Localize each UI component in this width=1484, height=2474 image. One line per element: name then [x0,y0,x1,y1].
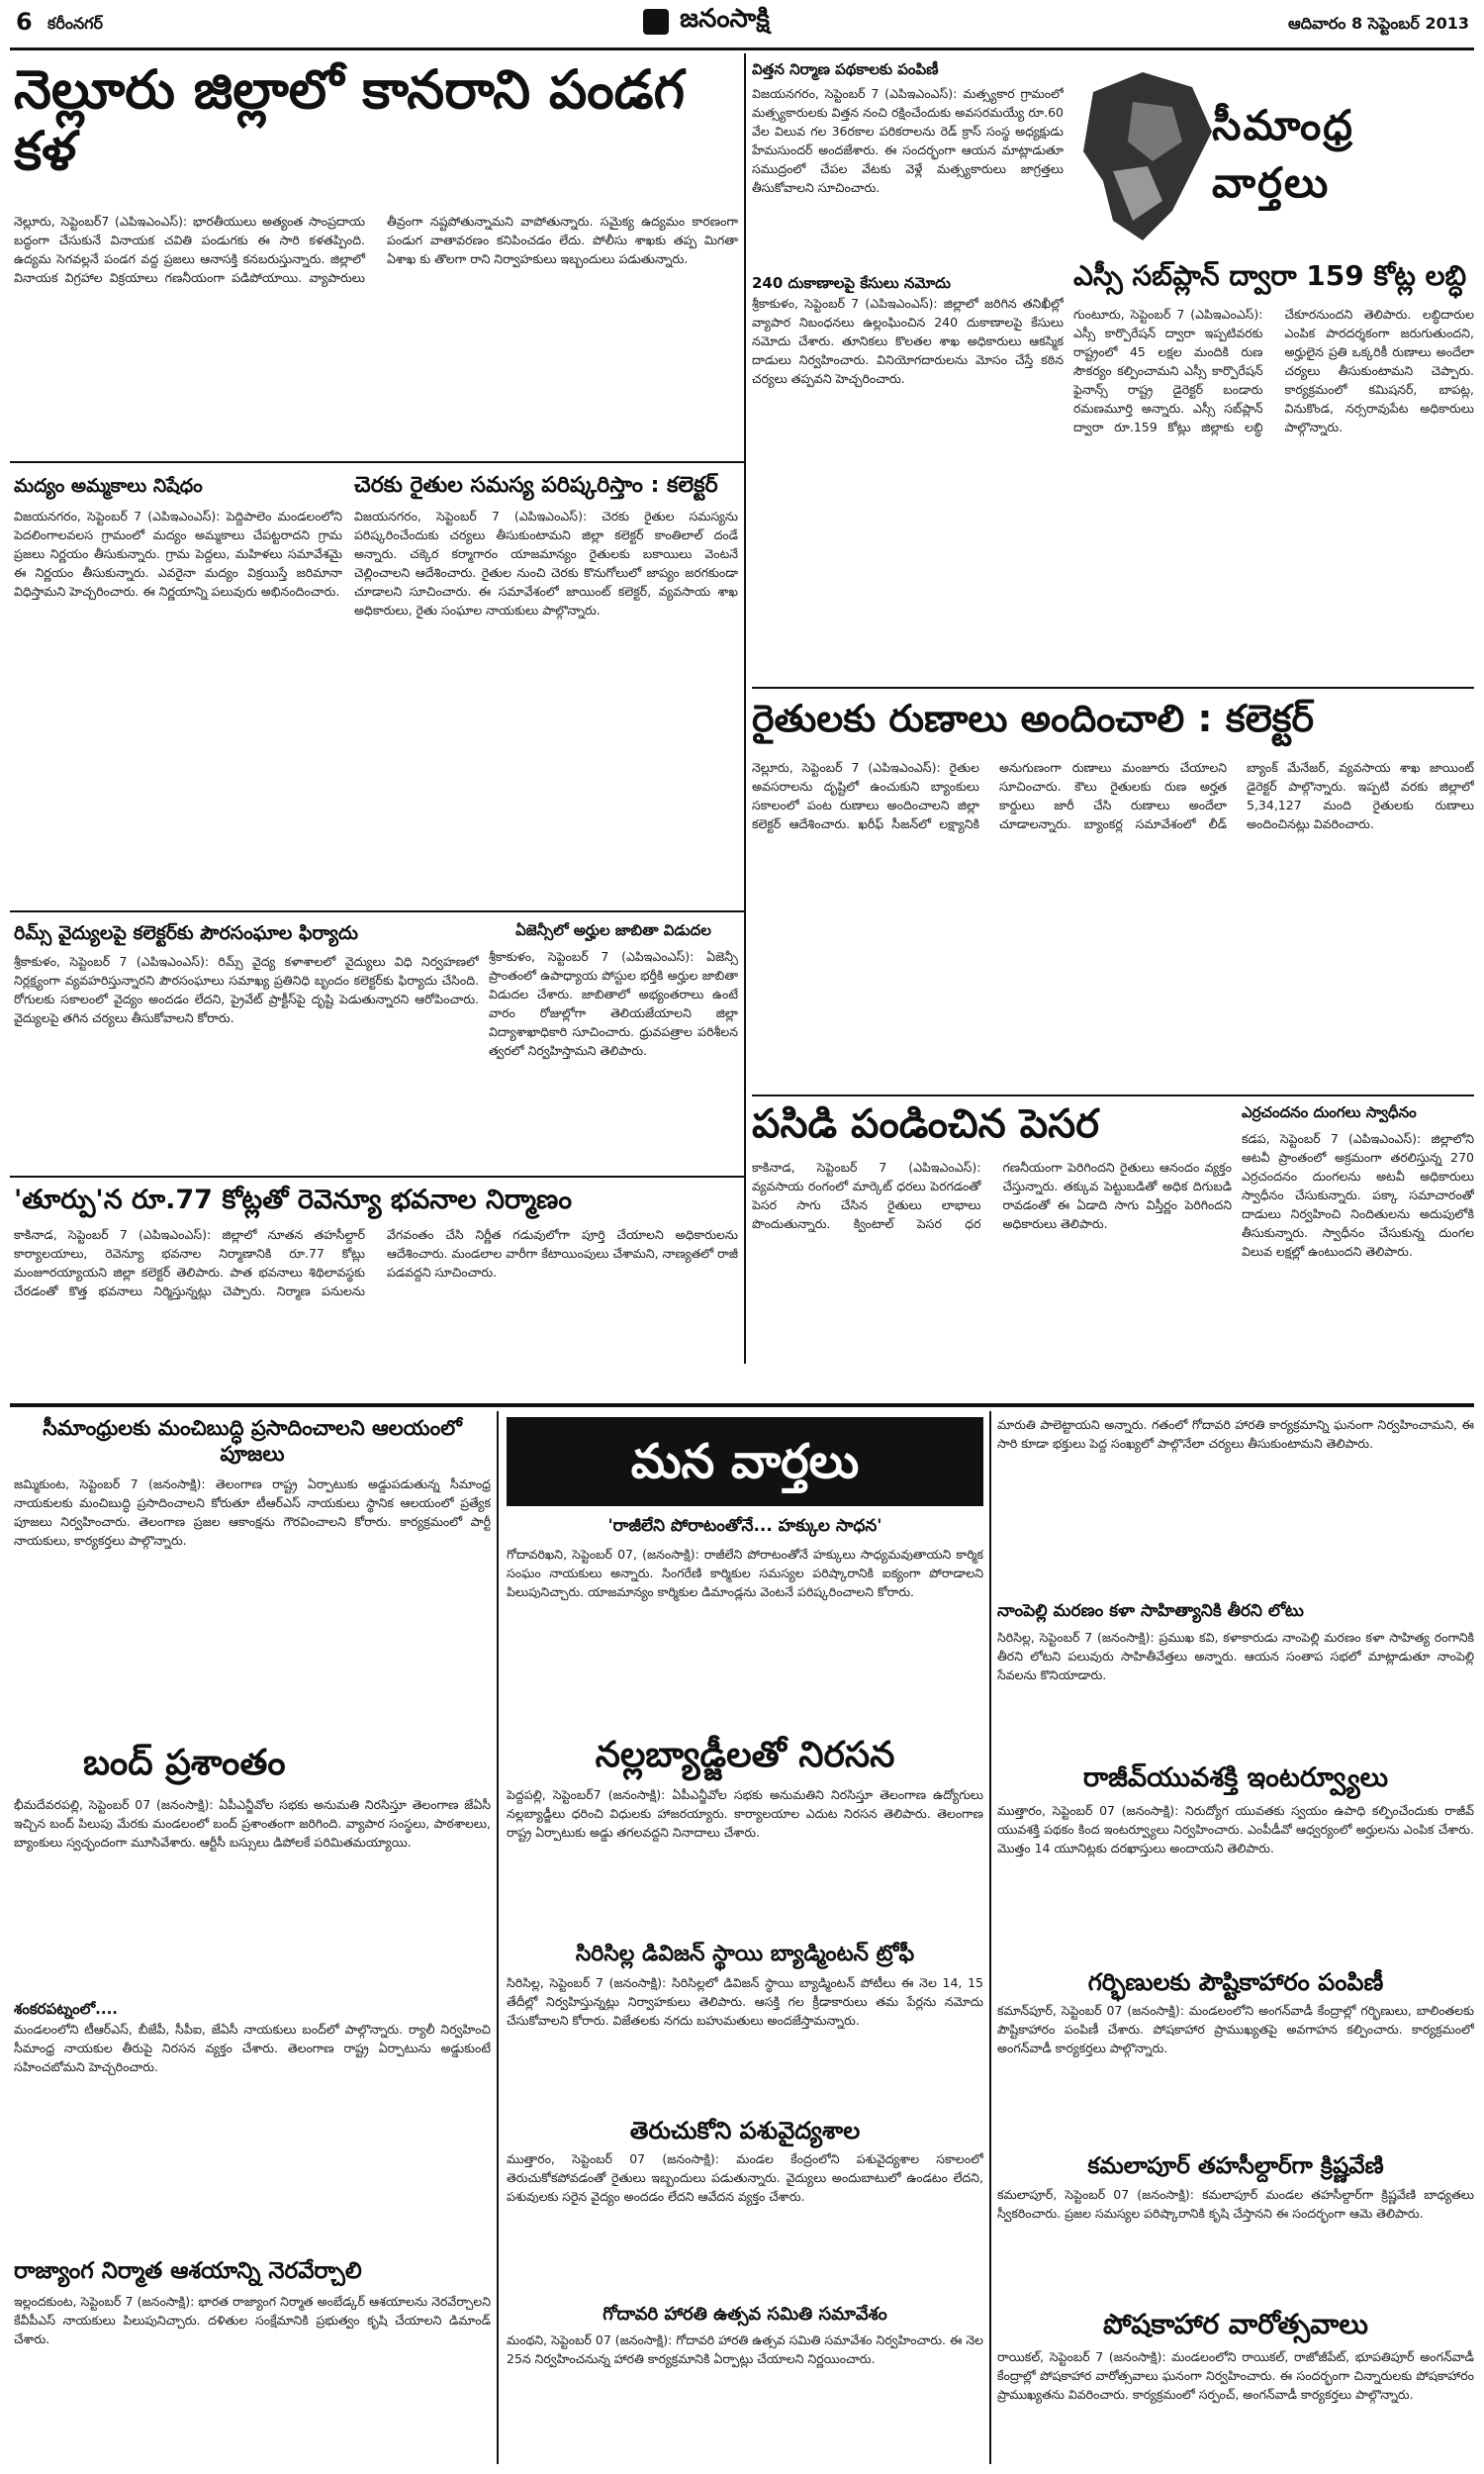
page-number: 6 [16,8,33,36]
article-red-sanders [1242,1102,1474,1399]
headline: రాజీవ్‌యువశక్తి ఇంటర్వ్యూలు [1082,1762,1389,1793]
subhead-body: శ్రీకాకుళం, సెప్టెంబర్ 7 (ఎపిఇఎంఎస్): జిల్లాలో జరిగిన తనిఖీల్లో వ్యాపార నిబంధనలు ఉల్లంఘించిన 240 దుకాణాలపై కేసులు నమోదు చేశారు. తూనికలు కొలతల శాఖ అధికారులు ఆకస్మిక దాడులు నిర్వహించారు. వినియోగదారులను మోసం చేస్తే కఠిన చర్యలు తప్పవని హెచ్చరించారు. [752,296,1064,386]
banner-title: సీమాంధ్ర వార్తలు [1212,101,1354,207]
article-tahsildar [997,2153,1474,2302]
section-rule [752,687,1474,689]
headline: మద్యం అమ్మకాలు నిషేధం [14,475,203,497]
subhead-body: మండలంలోని టీఆర్ఎస్, బీజేపీ, సీపీఐ, జేఏసీ నాయకులు బంద్‌లో పాల్గొన్నారు. ర్యాలీ నిర్వహించి సీమాంధ్ర నాయకుల తీరుపై నిరసన వ్యక్తం చేశారు. తెలంగాణ రాష్ట్ర ఏర్పాటును అడ్డుకుంటే సహించబోమని హెచ్చరించారు. [14,2022,491,2074]
column-rule [744,53,746,1364]
article-constitution [14,2258,491,2456]
logo-mark-icon [643,9,669,35]
headline: నల్లబ్యాడ్జీలతో నిరసన [595,1735,895,1775]
headline: బంద్ ప్రశాంతం [83,1743,286,1783]
headline: ఏజెన్సీలో అర్హుల జాబితా విడుదల [515,921,711,939]
article-continued [997,1415,1474,1593]
headline: సీమాంధ్రులకు మంచిబుద్ధి ప్రసాదించాలని ఆలయంలో పూజలు [43,1416,462,1466]
section-rule [752,1094,1474,1096]
banner-title: మన వార్తలు [630,1434,860,1489]
headline: ఎర్రచందనం దుంగలు స్వాధీనం [1242,1103,1417,1121]
headline: నెల్లూరు జిల్లాలో కానరాని పండగ కళ [14,59,686,182]
section-rule [10,461,744,463]
article-eligible-list [489,920,738,1168]
article-body: కాకినాడ, సెప్టెంబర్ 7 (ఎపిఇఎంఎస్): వ్యవసాయ రంగంలో మార్కెట్ ధరలు పెరగడంతో పెసర సాగు చేసిన రైతులు లాభాలు పొందుతున్నారు. క్వింటాల్ పెసర ధర గణనీయంగా పెరిగిందని రైతులు ఆనందం వ్యక్తం చేస్తున్నారు. తక్కువ పెట్టుబడితో అధిక దిగుబడి రావడంతో ఈ ఏడాది సాగు విస్తీర్ణం పెరిగిందని అధికారులు తెలిపారు. [752,1160,1232,1231]
masthead [0,0,1484,49]
headline: నాంపెల్లి మరణం కళా సాహిత్యానికి తీరని లోటు [997,1601,1304,1621]
article-rajiv-yuvashakti [997,1761,1474,1969]
headline: పోషకాహార వారోత్సవాలు [1103,2308,1368,2340]
article-sugarcane [354,473,738,899]
headline: ఎస్సీ సబ్‌ప్లాన్ ద్వారా 159 కోట్ల లబ్ధి [1073,259,1467,292]
article-body: మారుతి పాలెట్టాయని అన్నారు. గతంలో గోదావరి హారతి కార్యక్రమాన్ని ఘనంగా నిర్వహించామని, ఈ సారి కూడా భక్తులు పెద్ద సంఖ్యలో పాల్గొనేలా చర్యలు తీసుకుంటామని తెలిపారు. [997,1417,1474,1451]
article-body: ముత్తారం, సెప్టెంబర్ 07 (జనంసాక్షి): నిరుద్యోగ యువతకు స్వయం ఉపాధి కల్పించేందుకు రాజీవ్ యువశక్తి పథకం కింద ఇంటర్వ్యూలు నిర్వహించారు. ఎంపీడీవో ఆధ్వర్యంలో అర్హులను ఎంపిక చేశారు. మొత్తం 14 యూనిట్లకు దరఖాస్తులు అందాయని తెలిపారు. [997,1803,1474,1856]
article-body: భీమదేవరపల్లి, సెప్టెంబర్ 07 (జనంసాక్షి): ఏపీఎన్జీవోల సభకు అనుమతి నిరసిస్తూ తెలంగాణ జేఏసీ ఇచ్చిన బంద్ పిలుపు మేరకు మండలంలో బంద్ ప్రశాంతంగా జరిగింది. వ్యాపార సంస్థలు, పాఠశాలలు, బ్యాంకులు స్వచ్ఛందంగా మూసివేశారు. ఆర్టీసీ బస్సులు డిపోలకే పరిమితమయ్యాయి. [14,1797,491,1850]
article-poshakahara [997,2308,1474,2464]
headline: గోదావరి హారతి ఉత్సవ సమితి సమావేశం [603,2304,887,2325]
article-godavari [507,2304,983,2462]
article-body: కడప, సెప్టెంబర్ 7 (ఎపిఇఎంఎస్): జిల్లాలోని అటవీ ప్రాంతంలో అక్రమంగా తరలిస్తున్న 270 ఎర్రచందనం దుంగలను అటవీ అధికారులు స్వాధీనం చేసుకున్నారు. పక్కా సమాచారంతో దాడులు నిర్వహించి నిందితులను అదుపులోకి తీసుకున్నారు. స్వాధీనం చేసుకున్న దుంగల విలువ లక్షల్లో ఉంటుందని తెలిపారు. [1242,1131,1474,1259]
article-body: ముత్తారం, సెప్టెంబర్ 07 (జనంసాక్షి): మండల కేంద్రంలోని పశువైద్యశాల సకాలంలో తెరుచుకోకపోవడంతో రైతులు ఇబ్బందులు పడుతున్నారు. వైద్యులు అందుబాటులో ఉండటం లేదని, పశువులకు సరైన వైద్యం అందడం లేదని ఆవేదన వ్యక్తం చేశారు. [507,2151,983,2204]
headline: సిరిసిల్ల డివిజన్ స్థాయి బ్యాడ్మింటన్ ట్రోఫీ [575,1942,915,1966]
article-temple-prayers [14,1415,491,1712]
section-rule [10,910,744,912]
headline: చెరకు రైతుల సమస్య పరిష్కరిస్తాం : కలెక్టర్ [354,473,718,498]
headline: పసిడి పండించిన పెసర [752,1102,1099,1147]
article-uncompromising [507,1516,983,1734]
headline: 'తూర్పు'న రూ.77 కోట్లతో రెవెన్యూ భవనాల నిర్మాణం [14,1185,573,1215]
article-black-badges [507,1734,983,1932]
headline: రిమ్స్ వైద్యులపై కలెక్టర్‌కు పౌరసంఘాల ఫిర్యాదు [14,922,358,944]
article-sc-subplan [1073,259,1474,675]
article-nutrition [997,1969,1474,2147]
article-body: రాయికల్, సెప్టెంబర్ 7 (జనంసాక్షి): మండలంలోని రాయికల్, రాజోజీపేట్, భూపతిపూర్ అంగన్‌వాడీ కేంద్రాల్లో పోషకాహార వారోత్సవాలు ఘనంగా నిర్వహించారు. ఈ సందర్భంగా చిన్నారులకు పోషకాహారం ప్రాముఖ్యతను వివరించారు. కార్యక్రమంలో సర్పంచ్, అంగన్‌వాడీ కార్యకర్తలు పాల్గొన్నారు. [997,2349,1474,2402]
andhra-map-icon [1073,62,1222,250]
article-body: సిరిసిల్ల, సెప్టెంబర్ 7 (జనంసాక్షి): ప్రముఖ కవి, కళాకారుడు నాంపెల్లి మరణం కళా సాహిత్య రంగానికి తీరని లోటని పలువురు సాహితీవేత్తలు అన్నారు. ఆయన సంతాప సభలో మాట్లాడుతూ నాంపెల్లి సేవలను కొనియాడారు. [997,1630,1474,1682]
article-badminton [507,1942,983,2110]
subhead: శంకరపట్నంలో.... [14,2000,118,2018]
article-body: పెద్దపల్లి, సెప్టెంబర్7 (జనంసాక్షి): ఏపీఎన్జీవోల సభకు అనుమతిని నిరసిస్తూ తెలంగాణ ఉద్యోగులు నల్లబ్యాడ్జీలు ధరించి విధులకు హాజరయ్యారు. కార్యాలయాల ఎదుట నిరసన తెలిపారు. తెలంగాణ రాష్ట్ర ఏర్పాటుకు అడ్డు తగలవద్దని నినాదాలు చేశారు. [507,1787,983,1840]
article-rims [14,920,479,1168]
article-body: మంథని, సెప్టెంబర్ 07 (జనంసాక్షి): గోదావరి హారతి ఉత్సవ సమితి సమావేశం నిర్వహించారు. ఈ నెల 25న నిర్వహించనున్న హారతి కార్యక్రమానికి ఏర్పాట్లు చేయాలని నిర్ణయించారు. [507,2332,983,2366]
article-body: కమలాపూర్, సెప్టెంబర్ 07 (జనంసాక్షి): కమలాపూర్ మండల తహసీల్దార్‌గా క్రిష్ణవేణి బాధ్యతలు స్వీకరించారు. ప్రజల సమస్యల పరిష్కారానికి కృషి చేస్తానని ఈ సందర్భంగా ఆమె తెలిపారు. [997,2187,1474,2221]
article-body: నెల్లూరు, సెప్టెంబర్ 7 (ఎపిఇఎంఎస్): రైతుల అవసరాలను దృష్టిలో ఉంచుకుని బ్యాంకులు సకాలంలో పంట రుణాలు అందించాలని జిల్లా కలెక్టర్ ఆదేశించారు. ఖరీఫ్ సీజన్‌లో లక్ష్యానికి అనుగుణంగా రుణాలు మంజూరు చేయాలని సూచించారు. కౌలు రైతులకు రుణ అర్హత కార్డులు జారీ చేసి రుణాలు అందేలా చూడాలన్నారు. బ్యాంకర్ల సమావేశంలో లీడ్ బ్యాంక్ మేనేజర్, వ్యవసాయ శాఖ జాయింట్ డైరెక్టర్ పాల్గొన్నారు. ఇప్పటి వరకు జిల్లాలో 5,34,127 మంది రైతులకు రుణాలు అందించినట్లు వివరించారు. [752,760,1474,831]
section-rule [10,1176,744,1178]
article-body: గోదావరిఖని, సెప్టెంబర్ 07, (జనంసాక్షి): రాజీలేని పోరాటంతోనే హక్కులు సాధ్యమవుతాయని కార్మిక సంఘం నాయకులు అన్నారు. సింగరేణి కార్మికుల సమస్యల పరిష్కారానికి ఐక్యంగా పోరాడాలని పిలుపునిచ్చారు. యాజమాన్యం కార్మికుల డిమాండ్లను వెంటనే పరిష్కరించాలని కోరారు. [507,1547,983,1599]
article-farmer-loans [752,697,1474,1093]
article-body: విజయనగరం, సెప్టెంబర్ 7 (ఎపిఇఎంఎస్): మత్స్యకార గ్రామంలో మత్స్యకారులకు విత్తన నంచి రక్షించేందుకు అవసరమయ్యే రూ.60 వేల విలువ గల 36రకాల పరికరాలను రెడ్ క్రాస్ సంస్థ అధ్యక్షుడు హేమసుందర్ అందజేశారు. ఈ సందర్భంగా ఆయన మాట్లాడుతూ సముద్రంలో చేపల వేటకు వెళ్లే మత్స్యకారులు జాగ్రత్తలు తీసుకోవాలని సూచించారు. [752,86,1064,195]
article-body: కమాన్‌పూర్, సెప్టెంబర్ 07 (జనంసాక్షి): మండలంలోని అంగన్‌వాడీ కేంద్రాల్లో గర్భిణులు, బాలింతలకు పౌష్టికాహారం పంపిణీ చేశారు. పోషకాహార ప్రాముఖ్యతపై అవగాహన కల్పించారు. కార్యక్రమంలో అంగన్‌వాడీ కార్యకర్తలు పాల్గొన్నారు. [997,2003,1474,2055]
headline: రైతులకు రుణాలు అందించాలి : కలెక్టర్ [752,697,1315,740]
article-body: జమ్మికుంట, సెప్టెంబర్ 7 (జనంసాక్షి): తెలంగాణ రాష్ట్ర ఏర్పాటుకు అడ్డుపడుతున్న సీమాంధ్ర నాయకులకు మంచిబుద్ధి ప్రసాదించాలని కోరుతూ టీఆర్ఎస్ నాయకులు స్థానిక ఆలయంలో ప్రత్యేక పూజలు నిర్వహించారు. తెలంగాణ ప్రజల ఆకాంక్షను గౌరవించాలని కోరారు. కార్యక్రమంలో పార్టీ నాయకులు, కార్యకర్తలు పాల్గొన్నారు. [14,1476,491,1548]
headline: విత్తన నిర్మాణ పథకాలకు పంపిణీ [752,60,939,78]
article-nampally [997,1601,1474,1760]
headline: కమలాపూర్ తహసీల్దార్‌గా క్రిష్ణవేణి [1087,2153,1384,2179]
column-rule [989,1411,991,2464]
article-body: సిరిసిల్ల, సెప్టెంబర్ 7 (జనంసాక్షి): సిరిసిల్లలో డివిజన్ స్థాయి బ్యాడ్మింటన్ పోటీలు ఈ నెల 14, 15 తేదీల్లో నిర్వహిస్తున్నట్లు నిర్వాహకులు తెలిపారు. ఆసక్తి గల క్రీడాకారులు తమ పేర్లను నమోదు చేసుకోవాలని కోరారు. విజేతలకు నగదు బహుమతులు అందజేస్తామన్నారు. [507,1975,983,2028]
paper-logo [643,4,841,44]
article-liquor-ban [14,473,342,899]
seemandhra-banner [1073,57,1474,255]
article-bandh [14,1742,491,2227]
article-pesara [752,1102,1232,1399]
issue-date: ఆదివారం 8 సెప్టెంబర్ 2013 [1287,14,1469,33]
article-body: నెల్లూరు, సెప్టెంబర్7 (ఎపిఇఎంఎస్): భారతీయులు అత్యంత సాంప్రదాయ బద్ధంగా చేసుకునే వినాయక చవితి పండుగకు ఈ సారి కళతప్పింది. ఉద్యమ సెగవల్లనే పండగ వద్ద ప్రజలు ఆనాసక్తి కనబరుస్తున్నారు. జిల్లాలో వినాయక విగ్రహాల విక్రయాలు గణనీయంగా పడిపోయాయి. వ్యాపారులు తీవ్రంగా నష్టపోతున్నామని వాపోతున్నారు. సమైక్య ఉద్యమం కారణంగా పండుగ వాతావరణం కనిపించడం లేదు. పోలీసు శాఖకు తప్ప మిగతా ఏశాఖ కు తొలగా రాని నిర్వాహకులు ఇబ్బందులు పడుతున్నారు. [14,214,738,285]
headline: తెరుచుకోని పశువైద్యశాల [629,2118,861,2144]
article-body: శ్రీకాకుళం, సెప్టెంబర్ 7 (ఎపిఇఎంఎస్): రిమ్స్ వైద్య కళాశాలలో వైద్యులు విధి నిర్వహణలో నిర్లక్ష్యంగా వ్యవహరిస్తున్నారని పౌరసంఘాలు సమాఖ్య ప్రతినిధి బృందం కలెక్టర్‌కు ఫిర్యాదు చేసింది. రోగులకు సకాలంలో వైద్యం అందడం లేదని, ప్రైవేట్ ప్రాక్టీస్‌పై దృష్టి పెడుతున్నారని ఆరోపించారు. వైద్యులపై తగిన చర్యలు తీసుకోవాలని కోరారు. [14,954,479,1025]
article-body: విజయనగరం, సెప్టెంబర్ 7 (ఎపిఇఎంఎస్): పెద్దిపాలెం మండలంలోని పెదలింగాలవలస గ్రామంలో మద్యం అమ్మకాలు చేపట్టరాదని గ్రామ ప్రజలు నిర్ణయం తీసుకున్నారు. గ్రామ పెద్దలు, మహిళలు సమావేశమై ఈ నిర్ణయం తీసుకున్నారు. ఎవరైనా మద్యం విక్రయిస్తే జరిమానా విధిస్తామని హెచ్చరించారు. ఈ నిర్ణయాన్ని పలువురు అభినందించారు. [14,509,342,599]
headline: 'రాజీలేని పోరాటంతోనే... హక్కుల సాధన' [607,1516,882,1536]
paper-name: జనంసాక్షి [680,4,770,34]
article-vet-hospital [507,2118,983,2296]
masthead-rule [10,48,1474,50]
mana-vaartalu-banner [507,1417,983,1506]
article-body: ఇల్లందకుంట, సెప్టెంబర్ 7 (జనంసాక్షి): భారత రాజ్యాంగ నిర్మాత అంబేడ్కర్ ఆశయాలను నెరవేర్చాలని కేవీపీఎస్ నాయకులు పిలుపునిచ్చారు. దళితుల సంక్షేమానికి ప్రభుత్వం కృషి చేయాలని డిమాండ్ చేశారు. [14,2294,491,2346]
subhead: 240 దుకాణాలపై కేసులు నమోదు [752,274,951,292]
lower-section-rule [10,1403,1474,1407]
headline: రాజ్యాంగ నిర్మాత ఆశయాన్ని నెరవేర్చాలి [14,2258,362,2284]
article-revenue [14,1184,738,1362]
article-body: గుంటూరు, సెప్టెంబర్ 7 (ఎపిఇఎంఎస్): ఎస్సీ కార్పొరేషన్ ద్వారా ఇప్పటివరకు రాష్ట్రంలో 45 లక్షల మందికి రుణ సౌకర్యం కల్పించామని ఎస్సీ కార్పొరేషన్ ఫైనాన్స్ రాష్ట్ర డైరెక్టర్ బండారు రమణమూర్తి అన్నారు. ఎస్సీ సబ్‌ప్లాన్ ద్వారా రూ.159 కోట్లు జిల్లాకు లబ్ధి చేకూరనుందని తెలిపారు. లబ్ధిదారుల ఎంపిక పారదర్శకంగా జరుగుతుందని, అర్హులైన ప్రతి ఒక్కరికీ రుణాలు అందేలా చర్యలు తీసుకుంటామని చెప్పారు. కార్యక్రమంలో కమిషనర్, బాపట్ల, వినుకొండ, నర్సరావుపేట అధికారులు పాల్గొన్నారు. [1073,307,1474,434]
column-rule [497,1411,499,2464]
article-sanction [752,59,1064,435]
headline: గర్భిణులకు పౌష్టికాహారం పంపిణీ [1087,1969,1384,1996]
edition-label: కరీంనగర్ [47,14,104,33]
article-body: కాకినాడ, సెప్టెంబర్ 7 (ఎపిఇఎంఎస్): జిల్లాలో నూతన తహసీల్దార్ కార్యాలయాలు, రెవెన్యూ భవనాల నిర్మాణానికి రూ.77 కోట్లు మంజూరయ్యాయని జిల్లా కలెక్టర్ తెలిపారు. పాత భవనాలు శిథిలావస్థకు చేరడంతో కొత్త భవనాలు నిర్మిస్తున్నట్లు చెప్పారు. నిర్మాణ పనులను వేగవంతం చేసి నిర్ణీత గడువులోగా పూర్తి చేయాలని అధికారులను ఆదేశించారు. మండలాల వారీగా కేటాయింపులు చేశామని, నాణ్యతలో రాజీ పడవద్దని సూచించారు. [14,1227,738,1298]
article-nellore [14,59,738,396]
article-body: శ్రీకాకుళం, సెప్టెంబర్ 7 (ఎపిఇఎంఎస్): ఏజెన్సీ ప్రాంతంలో ఉపాధ్యాయ పోస్టుల భర్తీకి అర్హుల జాబితా విడుదల చేశారు. జాబితాలో అభ్యంతరాలు ఉంటే వారం రోజుల్లోగా తెలియజేయాలని జిల్లా విద్యాశాఖాధికారి సూచించారు. ధ్రువపత్రాల పరిశీలన త్వరలో నిర్వహిస్తామని తెలిపారు. [489,949,738,1058]
article-body: విజయనగరం, సెప్టెంబర్ 7 (ఎపిఇఎంఎస్): చెరకు రైతుల సమస్యను పరిష్కరించేందుకు చర్యలు తీసుకుంటామని జిల్లా కలెక్టర్ కాంతిలాల్ దండే అన్నారు. చక్కెర కర్మాగారం యాజమాన్యం రైతులకు బకాయిలు వెంటనే చెల్లించాలని ఆదేశించారు. రైతుల నుంచి చెరకు కొనుగోలులో జాప్యం జరగకుండా చూడాలని సూచించారు. ఈ సమావేశంలో జాయింట్ కలెక్టర్, వ్యవసాయ శాఖ అధికారులు, రైతు సంఘాల నాయకులు పాల్గొన్నారు. [354,509,738,618]
